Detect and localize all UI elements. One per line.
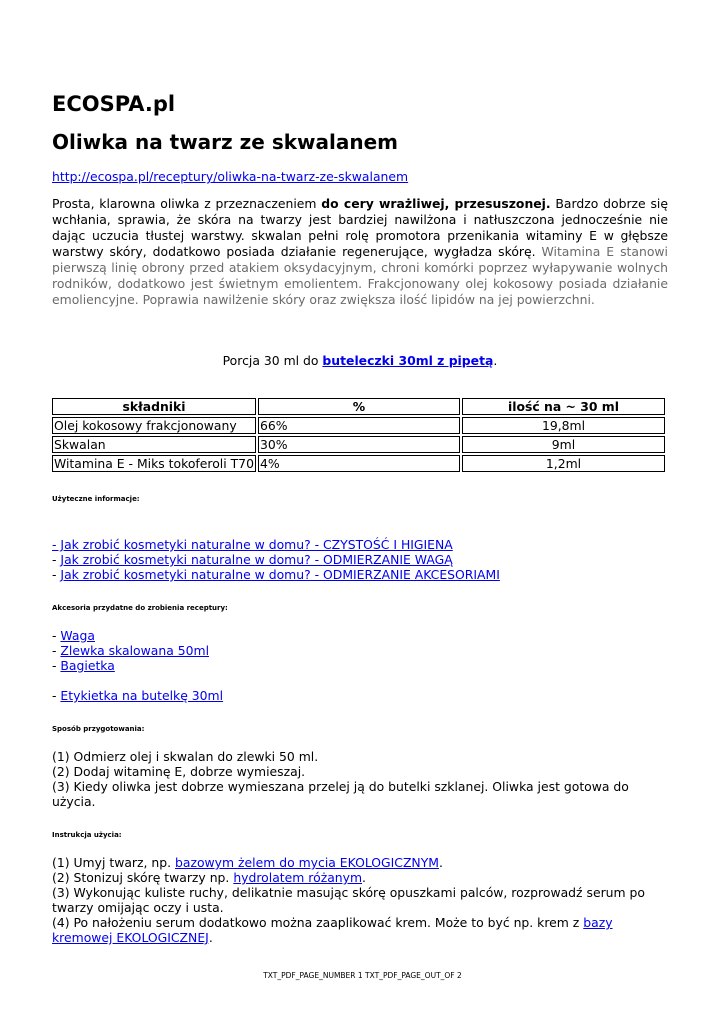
table-header-row <box>52 398 665 415</box>
intro-bold: do cery wrażliwej, przesuszonej. <box>321 196 551 211</box>
usage-step <box>52 915 668 945</box>
intro-paragraph <box>52 196 668 308</box>
header-ingredients: składniki <box>52 398 256 415</box>
dash: - <box>52 628 61 643</box>
preparation-step: (2) Dodaj witaminę E, dobrze wymieszaj. <box>52 764 306 779</box>
table-row <box>52 455 665 472</box>
table-row <box>52 417 665 434</box>
bottle-link[interactable]: buteleczki 30ml z pipetą <box>322 353 494 368</box>
link-cleanliness-hygiene[interactable]: - Jak zrobić kosmetyki naturalne w domu? - CZYSTOŚĆ I HIGIENA <box>52 537 453 552</box>
list-item <box>52 567 668 582</box>
list-item <box>52 537 668 552</box>
link-cream-base[interactable]: bazy kremowej EKOLOGICZNEJ <box>52 915 613 945</box>
usage-step-4-text: (4) Po nałożeniu serum dodatkowo można zaaplikować krem. Może to być np. krem z <box>52 915 584 930</box>
header-amount: ilość na ~ 30 ml <box>462 398 665 415</box>
portion-prefix: Porcja 30 ml do <box>222 353 323 368</box>
preparation-step: (3) Kiedy oliwka jest dobrze wymieszana przelej ją do butelki szklanej. Oliwka jest gotowa do użycia. <box>52 779 629 809</box>
cell-amount: 19,8ml <box>462 417 665 434</box>
usage-step-2-text: (2) Stonizuj skórę twarzy np. <box>52 870 234 885</box>
cell-percent: 4% <box>258 455 460 472</box>
usage-heading: Instrukcja użycia: <box>52 831 122 839</box>
site-title: ECOSPA.pl <box>52 92 176 116</box>
usage-step <box>52 855 668 870</box>
cell-ingredient: Skwalan <box>52 436 256 453</box>
link-bottle-label[interactable]: Etykietka na butelkę 30ml <box>60 688 224 703</box>
cell-ingredient: Witamina E - Miks tokoferoli T70 <box>52 455 256 472</box>
link-cleansing-gel[interactable]: bazowym żelem do mycia EKOLOGICZNYM <box>175 855 439 870</box>
intro-gray-text: Witamina E stanowi pierwszą linię obrony przed atakiem oksydacyjnym, chroni komórki poprzez wyłapywanie wolnych rodników, dodatkowo jest świetnym emolientem. Frakcjonowany olej kokosowy posiada działanie emoliencyjne. Poprawia nawilżenie skóry oraz zwiększa ilość lipidów na jej powierzchni. <box>52 244 668 307</box>
list-item <box>52 658 668 673</box>
cell-ingredient: Olej kokosowy frakcjonowany <box>52 417 256 434</box>
page-title: Oliwka na twarz ze skwalanem <box>52 130 398 154</box>
link-beaker-50ml[interactable]: Zlewka skalowana 50ml <box>60 643 210 658</box>
portion-suffix: . <box>493 353 498 368</box>
usage-step-1-text: (1) Umyj twarz, np. <box>52 855 175 870</box>
accessories-list <box>52 628 668 703</box>
list-item <box>52 643 668 658</box>
intro-text-1: Prosta, klarowna oliwka z przeznaczeniem <box>52 196 322 211</box>
page-footer: TXT_PDF_PAGE_NUMBER 1 TXT_PDF_PAGE_OUT_OF 2 <box>263 971 462 980</box>
usage-steps <box>52 855 668 945</box>
preparation-step: (1) Odmierz olej i skwalan do zlewki 50 ml. <box>52 749 319 764</box>
useful-links-list <box>52 537 668 582</box>
portion-line <box>52 352 668 369</box>
usage-step: (3) Wykonując kuliste ruchy, delikatnie masując skórę opuszkami palców, rozprowadź serum po twarzy omijając oczy i usta. <box>52 885 645 915</box>
header-percent: % <box>258 398 460 415</box>
dash: - <box>52 567 61 582</box>
punct: . <box>208 930 213 945</box>
link-stirring-rod[interactable]: Bagietka <box>60 658 115 673</box>
document-page <box>52 90 668 945</box>
cell-percent: 30% <box>258 436 460 453</box>
link-measuring-scale[interactable]: Jak zrobić kosmetyki naturalne w domu? - ODMIERZANIE WAGĄ <box>60 552 453 567</box>
link-scale[interactable]: Waga <box>60 628 95 643</box>
source-url-link[interactable]: http://ecospa.pl/receptury/oliwka-na-twarz-ze-skwalanem <box>52 169 409 184</box>
usage-step <box>52 870 668 885</box>
useful-info-heading: Użyteczne informacje: <box>52 495 140 503</box>
link-rose-hydrolate[interactable]: hydrolatem różanym <box>233 870 363 885</box>
source-url-line <box>52 168 668 185</box>
link-measuring-accessories[interactable]: Jak zrobić kosmetyki naturalne w domu? - ODMIERZANIE AKCESORIAMI <box>60 567 500 582</box>
table-row <box>52 436 665 453</box>
list-item <box>52 628 668 643</box>
cell-amount: 9ml <box>462 436 665 453</box>
dash: - <box>52 658 61 673</box>
ingredients-table <box>50 396 667 474</box>
list-item <box>52 688 668 703</box>
list-item <box>52 552 668 567</box>
preparation-steps <box>52 749 668 809</box>
dash: - <box>52 552 61 567</box>
punct: . <box>362 870 366 885</box>
dash: - <box>52 643 61 658</box>
dash: - <box>52 688 61 703</box>
intro-text-2: Bardzo dobrze się wchłania, sprawia, że skóra na twarzy jest bardziej nawilżona i natłuszczona jednocześnie nie dając uczucia tłustej warstwy. skwalan pełni rolę promotora przenikania witaminy E w głębsze warstwy skóry, dodatkowo posiada działanie regenerujące, wygładza skórę. <box>52 196 668 259</box>
cell-amount: 1,2ml <box>462 455 665 472</box>
cell-percent: 66% <box>258 417 460 434</box>
punct: . <box>438 855 443 870</box>
accessories-heading: Akcesoria przydatne do zrobienia receptury: <box>52 604 228 612</box>
preparation-heading: Sposób przygotowania: <box>52 725 145 733</box>
